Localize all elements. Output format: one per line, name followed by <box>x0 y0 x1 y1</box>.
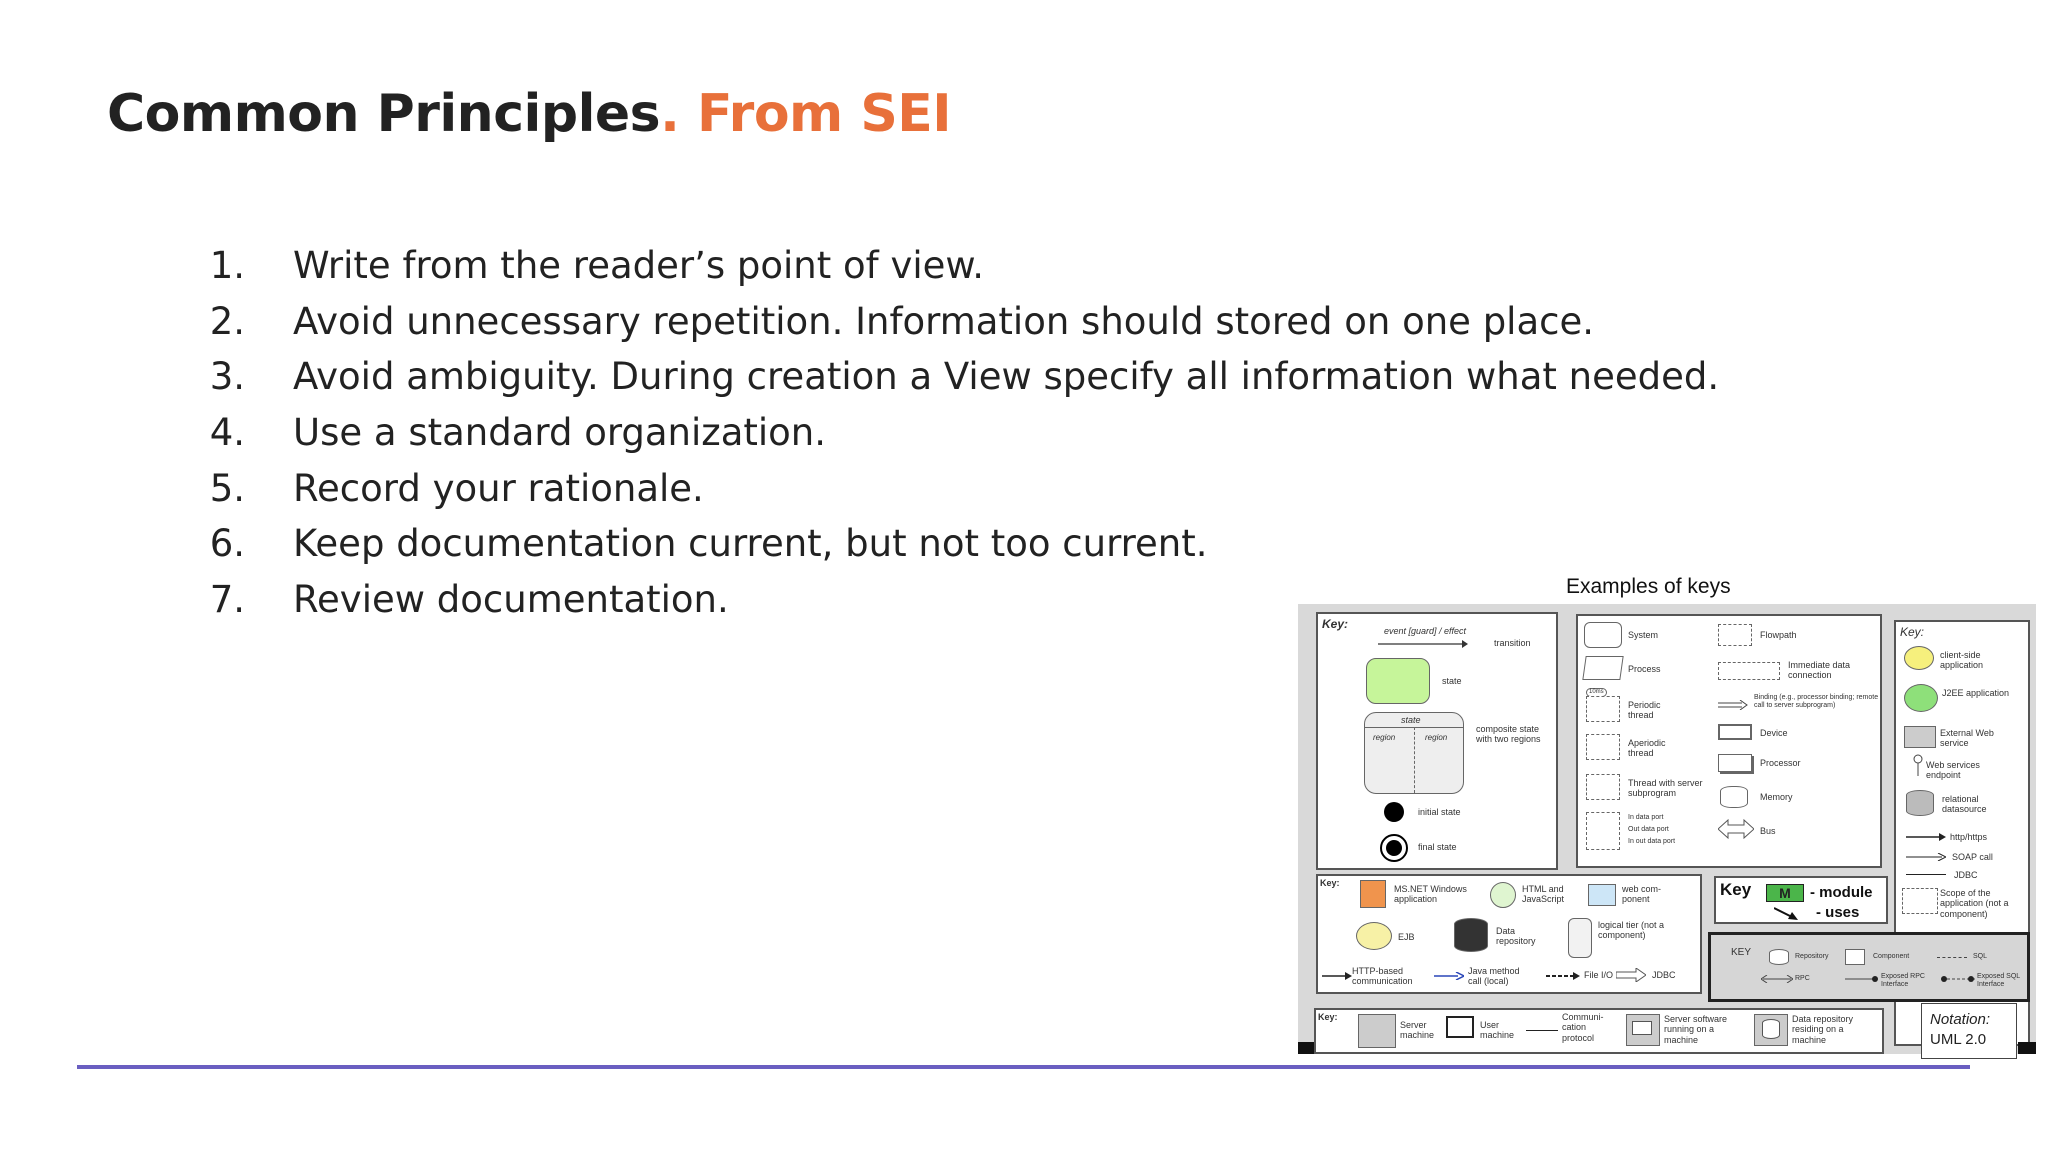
web-item: External Web service <box>1940 728 1994 749</box>
aadl-item: Device <box>1760 728 1788 738</box>
java-call-arrow-icon <box>1434 972 1464 980</box>
state-shape <box>1366 658 1430 704</box>
aadl-item: Flowpath <box>1760 630 1797 640</box>
data-repo-machine-shape <box>1754 1014 1788 1046</box>
uml-state-key <box>1316 612 1558 870</box>
endpoint-icon <box>1912 754 1924 776</box>
server-machine-shape <box>1358 1014 1396 1048</box>
dotnet-item: Java method call (local) <box>1468 966 1520 987</box>
aadl-item: Process <box>1628 664 1661 674</box>
item-text: Review documentation. <box>293 577 729 621</box>
repository-shape <box>1769 949 1789 965</box>
jdbc-arrow-icon <box>1616 968 1646 982</box>
transition-arrow-icon <box>1378 640 1468 648</box>
aperiodic-thread-shape <box>1586 734 1620 760</box>
item-number: 4. <box>209 411 245 455</box>
uses-arrow-icon <box>1774 906 1798 920</box>
sql-line <box>1937 957 1967 958</box>
server-thread-shape <box>1586 774 1620 800</box>
item-number: 5. <box>209 466 245 510</box>
key-label: Key: <box>1322 617 1349 631</box>
data-connection-shape <box>1718 662 1780 680</box>
protocol-line <box>1526 1030 1558 1031</box>
item-number: 3. <box>209 355 245 399</box>
process-shape <box>1582 656 1623 680</box>
repo-item: Exposed SQL Interface <box>1977 973 2020 989</box>
item-number: 2. <box>209 299 245 343</box>
module-key <box>1714 876 1888 924</box>
system-shape <box>1584 622 1622 648</box>
aadl-item: Bus <box>1760 826 1776 836</box>
exposed-sql-icon <box>1941 975 1975 983</box>
list-item <box>140 349 1719 405</box>
web-item: Scope of the application (not a component) <box>1940 888 2009 919</box>
item-text: Write from the reader’s point of view. <box>293 244 985 288</box>
final-state-icon <box>1380 834 1408 862</box>
item-text: Record your rationale. <box>293 466 704 510</box>
http-arrow-icon <box>1322 972 1352 980</box>
aadl-item: Binding (e.g., processor binding; remote call to server subprogram) <box>1754 694 1879 710</box>
port-thread-shape <box>1586 812 1620 850</box>
notation-value: UML 2.0 <box>1930 1030 1987 1048</box>
module-shape: M <box>1766 884 1804 902</box>
web-component-shape <box>1588 884 1616 906</box>
principles-list <box>140 238 1719 627</box>
initial-label: initial state <box>1418 807 1461 817</box>
repo-item: Exposed RPC Interface <box>1881 973 1925 989</box>
device-shape <box>1718 724 1752 740</box>
soap-arrow-icon <box>1906 853 1946 861</box>
aadl-item: In out data port <box>1628 838 1676 845</box>
region-label: region <box>1425 733 1448 742</box>
notation-box <box>1921 1003 2017 1059</box>
windows-app-shape <box>1360 880 1386 908</box>
item-text: Keep documentation current, but not too current. <box>293 522 1208 566</box>
aadl-item: Processor <box>1760 758 1801 768</box>
state-label: state <box>1442 676 1462 686</box>
component-shape <box>1845 949 1865 965</box>
aadl-key <box>1576 614 1882 868</box>
item-text: Use a standard organization. <box>293 411 827 455</box>
exposed-rpc-icon <box>1845 975 1879 983</box>
dotnet-item: File I/O <box>1584 970 1614 980</box>
logical-tier-shape <box>1568 918 1592 958</box>
aadl-item: Aperiodic thread <box>1628 738 1666 759</box>
repo-key <box>1708 932 2030 1002</box>
keys-figure-caption: Examples of keys <box>1566 575 1731 598</box>
composite-state-name: state <box>1401 715 1421 725</box>
item-number: 7. <box>209 577 245 621</box>
dotnet-item: logical tier (not a component) <box>1598 920 1665 941</box>
j2ee-app-shape <box>1904 684 1938 712</box>
item-text: Avoid ambiguity. During creation a View specify all information what needed. <box>293 355 1720 399</box>
bus-icon <box>1718 818 1754 840</box>
dotnet-item: JDBC <box>1652 970 1676 980</box>
flowpath-shape <box>1718 624 1752 646</box>
key-label: Key: <box>1900 625 1925 639</box>
jdbc-line <box>1906 874 1946 875</box>
slide-title <box>107 84 951 144</box>
rpc-arrow-icon <box>1761 975 1793 983</box>
dotnet-item: EJB <box>1398 932 1415 942</box>
module-label: - module <box>1810 884 1873 901</box>
list-item <box>140 460 1719 516</box>
client-app-shape <box>1904 646 1934 670</box>
deploy-item: User machine <box>1480 1020 1515 1041</box>
slide-title-main: Common Principles <box>107 84 661 144</box>
deploy-item: Data repository residing on a machine <box>1792 1014 1854 1045</box>
bottom-rule <box>77 1065 1970 1069</box>
list-item <box>140 405 1719 461</box>
figure-edge <box>1298 1042 1314 1054</box>
file-io-arrow-icon <box>1546 972 1580 980</box>
periodic-thread-shape <box>1586 696 1620 722</box>
repo-item: Component <box>1873 953 1910 960</box>
deploy-key <box>1314 1008 1884 1054</box>
item-number: 6. <box>209 522 245 566</box>
aadl-item: Immediate data connection <box>1788 660 1851 681</box>
binding-arrow-icon <box>1718 700 1748 710</box>
dotnet-item: HTML and JavaScript <box>1522 884 1565 905</box>
uses-label: - uses <box>1816 904 1860 921</box>
keys-figure <box>1298 604 2036 1054</box>
aadl-item: In data port <box>1628 814 1664 821</box>
repo-item: RPC <box>1795 975 1810 982</box>
data-repository-shape <box>1454 918 1488 952</box>
slide-title-accent: . From SEI <box>660 84 952 144</box>
figure-edge <box>2018 1042 2036 1054</box>
region-label: region <box>1373 733 1396 742</box>
web-item: SOAP call <box>1952 852 1993 862</box>
dotnet-item: HTTP-based communication <box>1352 966 1413 987</box>
html-js-shape <box>1490 882 1516 908</box>
user-machine-icon <box>1446 1016 1474 1038</box>
item-number: 1. <box>209 244 245 288</box>
composite-state-shape <box>1364 712 1464 794</box>
key-label: KEY <box>1731 947 1752 958</box>
list-item <box>140 294 1719 350</box>
final-label: final state <box>1418 842 1457 852</box>
item-text: Avoid unnecessary repetition. Information should stored on one place. <box>293 299 1594 343</box>
web-item: client-side application <box>1940 650 1984 671</box>
web-item: http/https <box>1950 832 1988 842</box>
deploy-item: Server machine <box>1400 1020 1435 1041</box>
dotnet-item: Data repository <box>1496 926 1536 947</box>
periodic-tag: 10ms <box>1586 688 1607 697</box>
repo-item: SQL <box>1973 953 1988 960</box>
transition-label: transition <box>1494 638 1531 648</box>
deploy-item: Server software running on a machine <box>1664 1014 1728 1045</box>
memory-shape <box>1720 786 1748 808</box>
list-item <box>140 516 1719 572</box>
datasource-shape <box>1906 790 1934 816</box>
aadl-item: System <box>1628 630 1659 640</box>
http-arrow-icon <box>1906 833 1946 841</box>
transition-text: event [guard] / effect <box>1384 626 1467 636</box>
key-label: Key: <box>1318 1012 1338 1022</box>
aadl-item: Memory <box>1760 792 1793 802</box>
web-item: J2EE application <box>1942 688 2010 698</box>
initial-state-icon <box>1384 802 1404 822</box>
ejb-shape <box>1356 922 1392 950</box>
key-label: Key: <box>1320 878 1340 888</box>
aadl-item: Thread with server subprogram <box>1628 778 1703 799</box>
web-item: Web services endpoint <box>1926 760 1980 781</box>
processor-shape <box>1718 754 1752 772</box>
notation-label: Notation: <box>1930 1011 1991 1028</box>
web-item: JDBC <box>1954 870 1978 880</box>
key-label: Key <box>1720 880 1752 899</box>
dotnet-key <box>1316 874 1702 994</box>
composite-label: composite state with two regions <box>1476 724 1541 745</box>
deploy-item: Communi- cation protocol <box>1562 1012 1604 1043</box>
web-item: relational datasource <box>1942 794 1987 815</box>
dotnet-item: MS.NET Windows application <box>1394 884 1467 905</box>
server-software-shape <box>1626 1014 1660 1046</box>
list-item <box>140 238 1719 294</box>
aadl-item: Out data port <box>1628 826 1669 833</box>
external-service-shape <box>1904 726 1936 748</box>
scope-shape <box>1902 888 1938 914</box>
repo-item: Repository <box>1795 953 1829 960</box>
aadl-item: Periodic thread <box>1628 700 1661 721</box>
dotnet-item: web com- ponent <box>1622 884 1662 905</box>
